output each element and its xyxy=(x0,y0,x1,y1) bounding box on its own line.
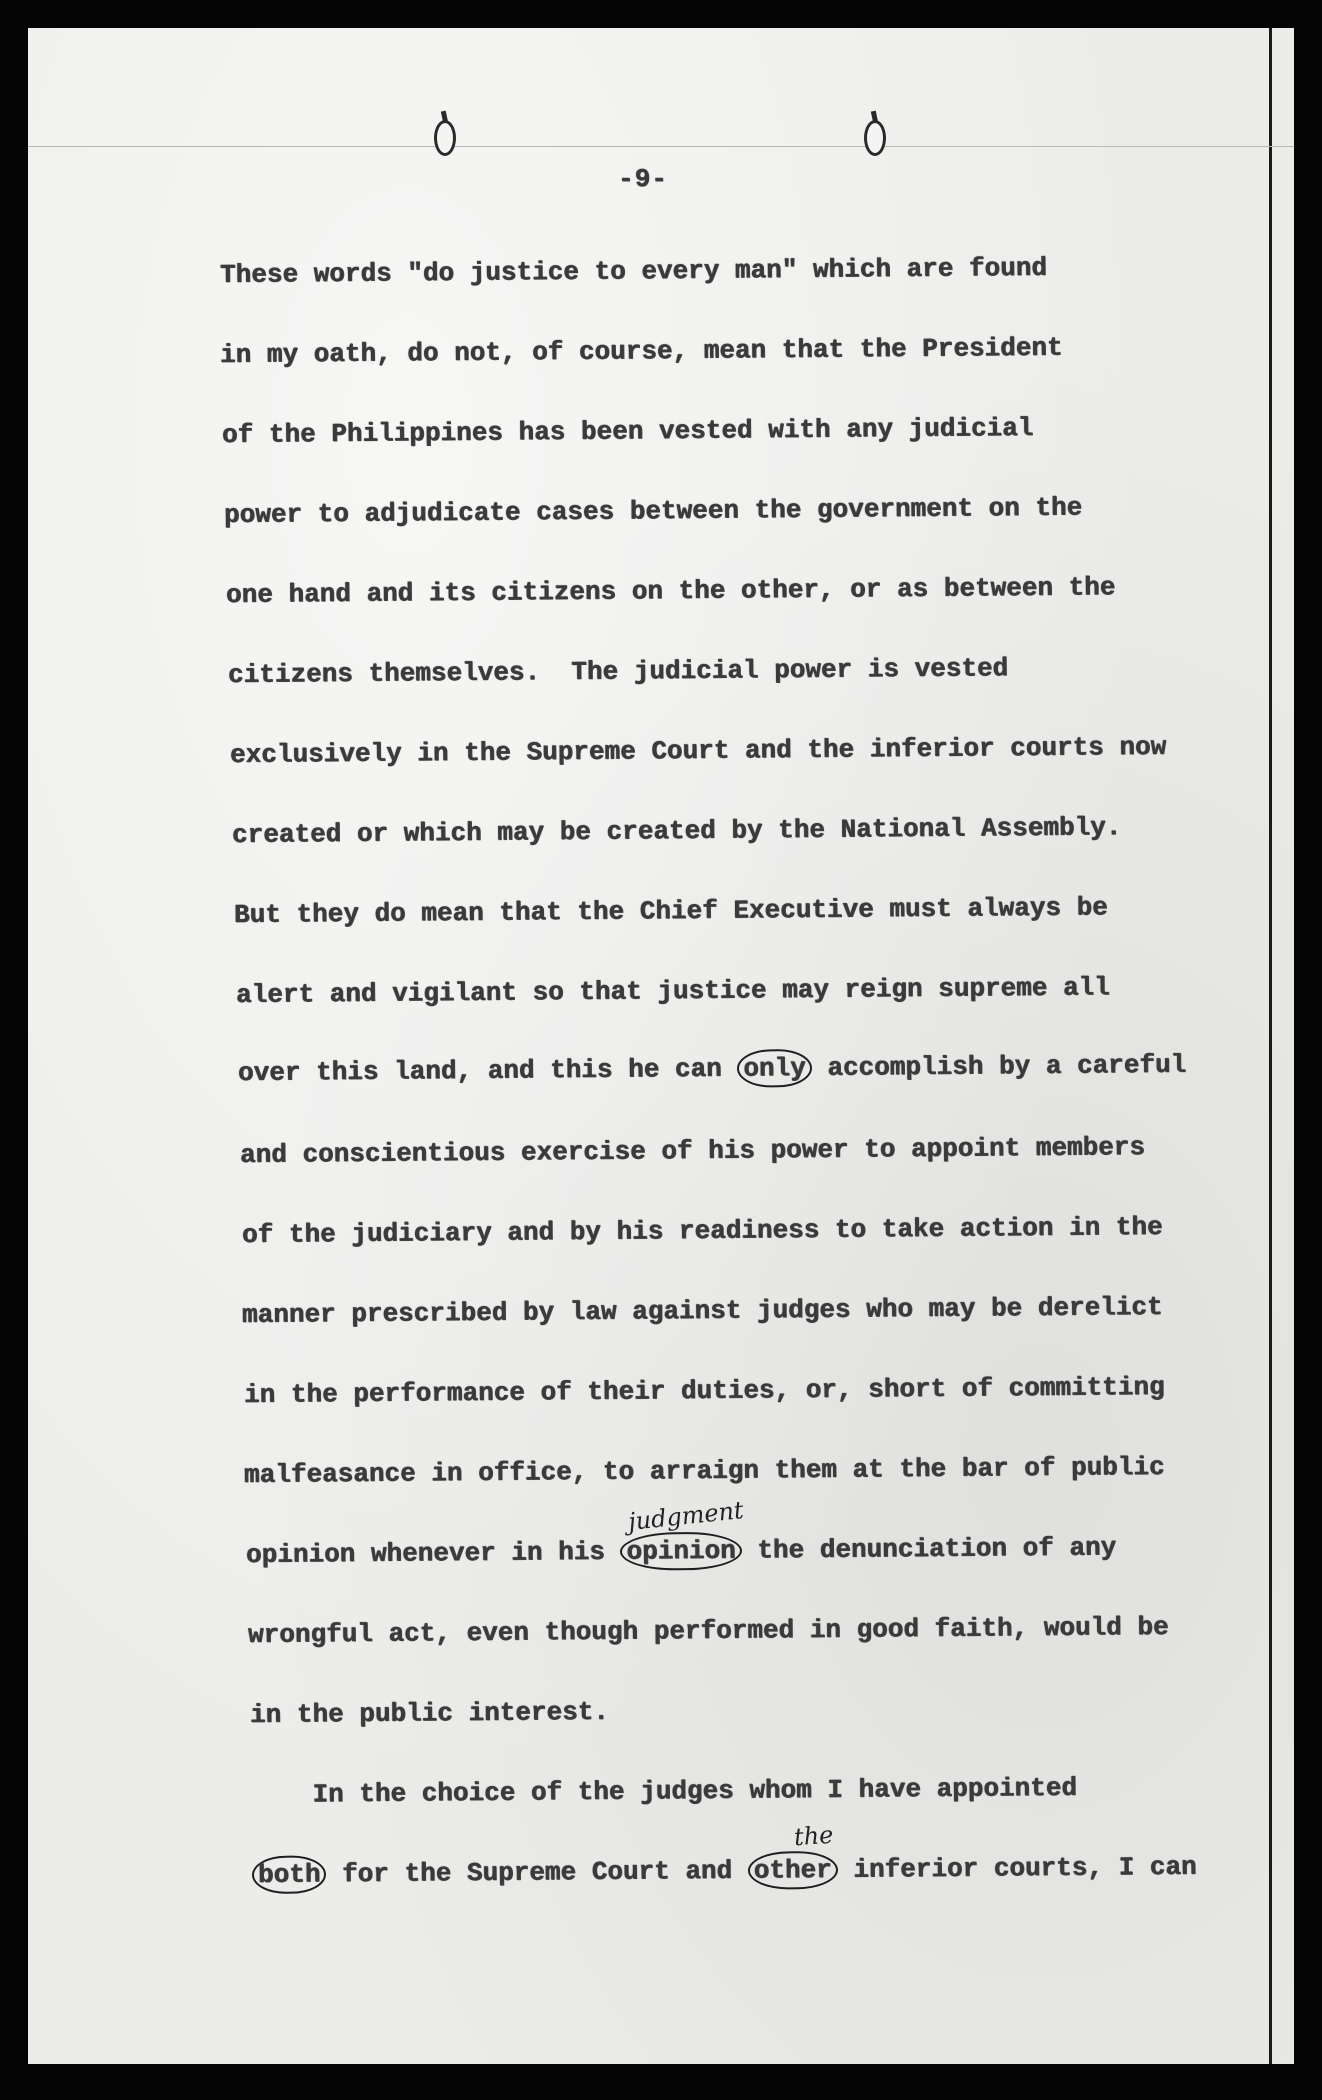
text-line-2: in my oath, do not, of course, mean that the President xyxy=(219,332,1063,370)
page-number: -9- xyxy=(618,164,668,194)
page-edge-line xyxy=(1269,28,1272,2064)
text-line-20: In the choice of the judges whom I have appointed xyxy=(249,1772,1078,1810)
text-line-6: citizens themselves. The judicial power is vested xyxy=(227,653,1009,690)
circled-word-both: both xyxy=(252,1855,327,1894)
circled-word-other: other xyxy=(748,1851,838,1890)
line-17-after: the denunciation of any xyxy=(741,1532,1117,1566)
last-line-middle: for the Supreme Court and xyxy=(326,1855,748,1890)
text-line-19: in the public interest. xyxy=(249,1696,609,1730)
circled-word-only: only xyxy=(737,1049,812,1088)
punch-hole-right xyxy=(864,120,886,156)
text-line-1: These words "do justice to every man" which are found xyxy=(219,252,1048,290)
text-line-7: exclusively in the Supreme Court and the inferior courts now xyxy=(229,731,1167,770)
last-line-after: inferior courts, I can xyxy=(837,1851,1197,1885)
circled-word-opinion: opinion xyxy=(620,1532,742,1571)
text-line-16: malfeasance in office, to arraign them at the bar of public xyxy=(243,1451,1165,1490)
text-line-12: and conscientious exercise of his power to appoint members xyxy=(239,1132,1146,1170)
text-line-11 xyxy=(238,1050,1186,1088)
punch-hole-left xyxy=(434,120,456,156)
text-line-13: of the judiciary and by his readiness to take action in the xyxy=(241,1211,1163,1250)
line-11-before: over this land, and this he can xyxy=(237,1053,738,1088)
top-rule xyxy=(28,146,1294,147)
line-17-before: opinion whenever in his xyxy=(245,1536,621,1570)
handwritten-insert-judgment: judgment xyxy=(626,1496,745,1536)
text-line-8: created or which may be created by the National Assembly. xyxy=(231,812,1122,850)
text-line-4: power to adjudicate cases between the government on the xyxy=(223,492,1083,530)
text-line-5: one hand and its citizens on the other, or as between the xyxy=(225,572,1116,610)
text-line-14: manner prescribed by law against judges who may be derelict xyxy=(241,1291,1163,1330)
text-line-10: alert and vigilant so that justice may reign supreme all xyxy=(235,972,1110,1010)
text-line-15: in the performance of their duties, or, short of committing xyxy=(243,1371,1165,1410)
line-11-after: accomplish by a careful xyxy=(811,1049,1187,1083)
document-page xyxy=(28,28,1294,2064)
handwritten-insert-the: the xyxy=(793,1820,835,1852)
text-line-18: wrongful act, even though performed in good faith, would be xyxy=(247,1611,1169,1650)
text-line-9: But they do mean that the Chief Executive must always be xyxy=(233,892,1108,930)
text-line-17 xyxy=(246,1532,1116,1570)
text-line-21 xyxy=(252,1852,1197,1890)
text-line-3: of the Philippines has been vested with any judicial xyxy=(221,412,1034,450)
